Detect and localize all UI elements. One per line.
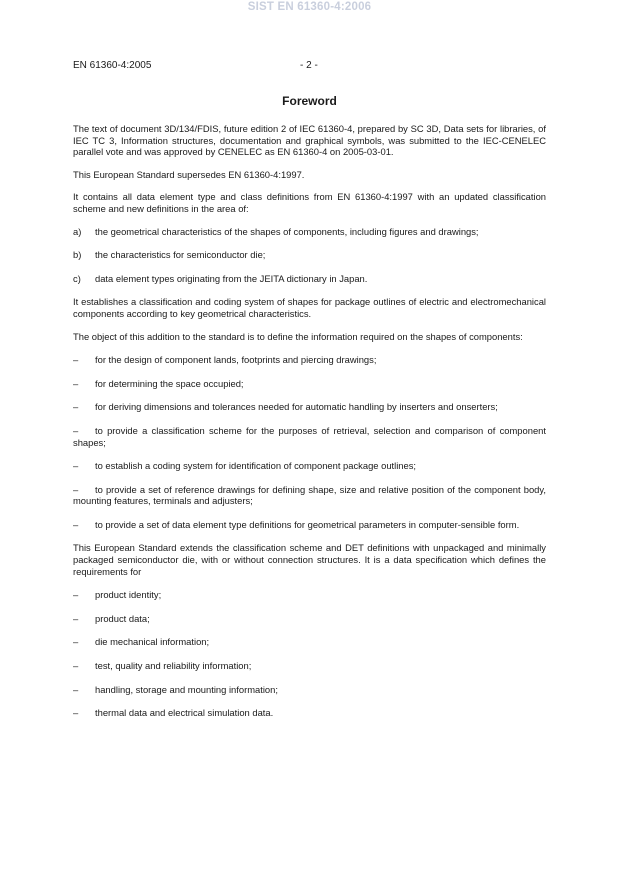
document-body <box>73 123 546 731</box>
list-text: test, quality and reliability information; <box>95 660 252 672</box>
list-marker: – <box>73 483 79 495</box>
list-marker: – <box>73 636 79 648</box>
watermark: SIST EN 61360-4:2006 <box>247 1 372 13</box>
list-item <box>73 636 546 648</box>
list-marker: a) <box>73 225 82 237</box>
list-text: product data; <box>95 612 150 624</box>
list-text: to provide a set of data element type definitions for geometrical parameters in computer-sensible form. <box>95 518 520 530</box>
list-item <box>73 519 546 531</box>
list-text: to establish a coding system for identification of component package outlines; <box>95 460 417 472</box>
list-text: the geometrical characteristics of the shapes of components, including figures and drawings; <box>95 225 479 237</box>
paragraph-object: The object of this addition to the standard is to define the information required on the shapes of components: <box>73 330 523 342</box>
list-marker: – <box>73 660 79 672</box>
list-text: for the design of component lands, footprints and piercing drawings; <box>95 354 377 366</box>
list-marker: – <box>73 354 79 366</box>
list-item <box>73 589 546 601</box>
list-item <box>73 249 546 261</box>
list-marker: – <box>73 377 79 389</box>
list-marker: – <box>73 612 79 624</box>
paragraph-intro: The text of document 3D/134/FDIS, future edition 2 of IEC 61360-4, prepared by SC 3D, Data sets for libraries, of IEC TC 3, Information structures, documentation and graphical symbols, was submitted to the IEC-CENELEC parallel vote and was approved by CENELEC as EN 61360-4 on 2005-03-01. <box>73 123 546 158</box>
list-item <box>73 378 546 390</box>
list-item <box>73 660 546 672</box>
list-item <box>73 613 546 625</box>
paragraph-classification: It establishes a classification and coding system of shapes for package outlines of electric and electromechanical components according to key geometrical characteristics. <box>73 296 546 319</box>
paragraph-supersedes: This European Standard supersedes EN 61360-4:1997. <box>73 168 305 180</box>
paragraph-contents: It contains all data element type and class definitions from EN 61360-4:1997 with an updated classification scheme and new definitions in the area of: <box>73 191 546 214</box>
list-text: handling, storage and mounting information; <box>95 683 278 695</box>
list-item <box>73 354 546 366</box>
list-marker: – <box>73 424 79 436</box>
page-number: - 2 - <box>300 60 318 71</box>
list-text: data element types originating from the JEITA dictionary in Japan. <box>95 272 368 284</box>
list-item <box>73 401 546 413</box>
list-text: product identity; <box>95 589 162 601</box>
list-item <box>73 273 546 285</box>
list-item <box>73 226 546 238</box>
list-item <box>73 707 546 719</box>
list-item <box>73 684 546 696</box>
list-text: die mechanical information; <box>95 636 210 648</box>
document-id: EN 61360-4:2005 <box>73 60 152 71</box>
list-text: for deriving dimensions and tolerances needed for automatic handling by inserters and onserters; <box>95 401 498 413</box>
list-marker: – <box>73 589 79 601</box>
list-marker: – <box>73 707 79 719</box>
list-marker: b) <box>73 249 82 261</box>
list-marker: – <box>73 683 79 695</box>
list-item <box>73 460 546 472</box>
list-text: the characteristics for semiconductor die; <box>95 249 266 261</box>
list-marker: – <box>73 401 79 413</box>
list-text: to provide a set of reference drawings for defining shape, size and relative position of the component body, mounting features, terminals and adjusters; <box>73 483 546 507</box>
list-text: to provide a classification scheme for the purposes of retrieval, selection and comparison of component shapes; <box>73 424 546 448</box>
paragraph-extension: This European Standard extends the classification scheme and DET definitions with unpackaged and minimally packaged semiconductor die, with or without connection structures. It is a data specification which defines the requirements for <box>73 542 546 577</box>
list-marker: – <box>73 460 79 472</box>
section-title: Foreword <box>282 94 337 108</box>
list-marker: – <box>73 518 79 530</box>
running-header <box>73 60 546 74</box>
list-text: for determining the space occupied; <box>95 377 244 389</box>
list-item <box>73 425 546 448</box>
list-marker: c) <box>73 272 81 284</box>
list-text: thermal data and electrical simulation data. <box>95 707 274 719</box>
list-item <box>73 484 546 507</box>
